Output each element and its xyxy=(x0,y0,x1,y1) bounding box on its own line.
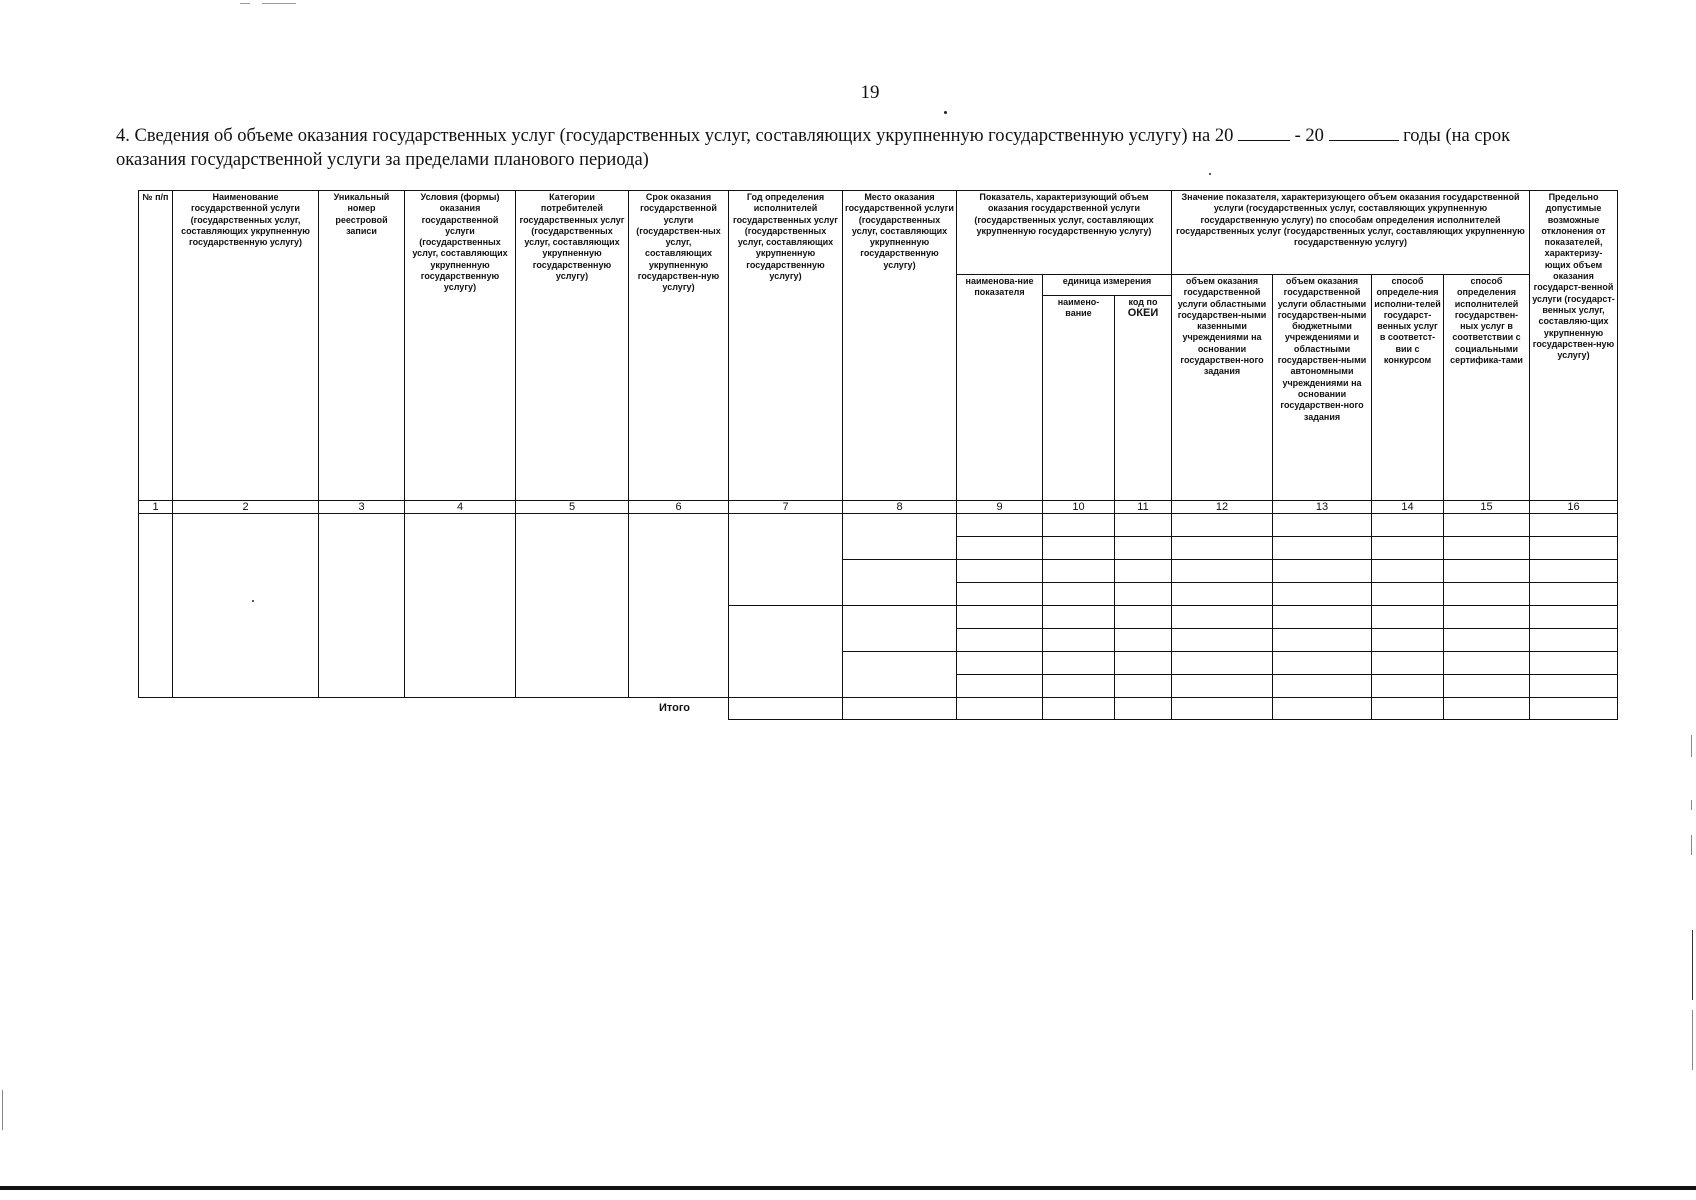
table-cell[interactable] xyxy=(1530,537,1618,560)
column-number: 15 xyxy=(1444,501,1530,514)
table-cell[interactable] xyxy=(1115,537,1172,560)
column-number: 16 xyxy=(1530,501,1618,514)
table-cell[interactable] xyxy=(1372,560,1444,583)
header-indicator-group: Показатель, характеризующий объем оказания государственной услуги (государственных услуг, составляющих укрупненную государственную услугу) xyxy=(957,191,1172,275)
okei-label: ОКЕИ xyxy=(1127,307,1159,320)
table-cell[interactable] xyxy=(1273,606,1372,629)
header-unit-group: единица измерения xyxy=(1043,275,1172,296)
table-cell[interactable] xyxy=(1172,583,1273,606)
total-cell[interactable] xyxy=(1115,698,1172,720)
table-cell[interactable] xyxy=(1115,652,1172,675)
table-cell[interactable] xyxy=(957,606,1043,629)
table-cell[interactable] xyxy=(843,560,957,606)
scan-margin-mark xyxy=(2,1090,3,1130)
table-cell[interactable] xyxy=(1273,583,1372,606)
total-cell[interactable] xyxy=(1372,698,1444,720)
table-cell[interactable] xyxy=(1372,514,1444,537)
total-cell[interactable] xyxy=(1043,698,1115,720)
table-cell[interactable] xyxy=(629,514,729,698)
table-cell[interactable] xyxy=(957,652,1043,675)
header-col-14: способ определе-ния исполни-телей государст-венных услуг в соответст-вии с конкурсом xyxy=(1372,275,1444,501)
scan-margin-mark xyxy=(1691,800,1692,810)
table-cell[interactable] xyxy=(1273,514,1372,537)
section-heading xyxy=(116,124,1646,172)
speck xyxy=(944,111,947,114)
scan-margin-mark xyxy=(1691,735,1692,757)
column-number: 14 xyxy=(1372,501,1444,514)
table-cell[interactable] xyxy=(1530,652,1618,675)
column-number: 7 xyxy=(729,501,843,514)
column-number-row xyxy=(139,501,1618,514)
table-cell[interactable] xyxy=(1043,652,1115,675)
scan-speck xyxy=(262,3,296,4)
header-col-7: Год определения исполнителей государственных услуг (государственных услуг, составляющих укрупненную государственную услугу) xyxy=(729,191,843,501)
table-cell[interactable] xyxy=(319,514,405,698)
table-cell[interactable] xyxy=(1530,675,1618,698)
table-cell[interactable] xyxy=(843,514,957,560)
table-cell[interactable] xyxy=(173,514,319,698)
heading-text-1: 4. Сведения об объеме оказания государственных услуг (государственных услуг, составляющих укрупненную государственную услугу) на 20 xyxy=(116,126,1234,146)
column-number: 1 xyxy=(139,501,173,514)
table-cell[interactable] xyxy=(1273,629,1372,652)
scan-speck xyxy=(240,3,250,4)
table-cell[interactable] xyxy=(1372,629,1444,652)
column-number: 6 xyxy=(629,501,729,514)
table-cell[interactable] xyxy=(1444,629,1530,652)
scan-margin-mark xyxy=(1692,1010,1693,1070)
scan-margin-mark xyxy=(1692,930,1693,1000)
table-cell[interactable] xyxy=(1115,675,1172,698)
table-cell[interactable] xyxy=(1172,514,1273,537)
header-col-8: Место оказания государственной услуги (государственных услуг, составляющих укрупненную государственную услугу) xyxy=(843,191,957,501)
table-cell[interactable] xyxy=(729,514,843,606)
table-cell[interactable] xyxy=(139,514,173,698)
table-cell[interactable] xyxy=(1172,537,1273,560)
header-col-13: объем оказания государственной услуги областными государствен-ными бюджетными учреждениями и областными государствен-ными автономными учреждениями на основании государствен-ного задания xyxy=(1273,275,1372,501)
table-cell[interactable] xyxy=(1172,629,1273,652)
table-cell[interactable] xyxy=(1273,537,1372,560)
table-cell[interactable] xyxy=(1273,560,1372,583)
table-cell[interactable] xyxy=(957,514,1043,537)
column-number: 5 xyxy=(516,501,629,514)
table-cell[interactable] xyxy=(1372,675,1444,698)
column-number: 9 xyxy=(957,501,1043,514)
table-cell[interactable] xyxy=(1372,583,1444,606)
header-col-3: Уникальный номер реестровой записи xyxy=(319,191,405,501)
table-cell[interactable] xyxy=(957,560,1043,583)
column-number: 10 xyxy=(1043,501,1115,514)
column-number: 12 xyxy=(1172,501,1273,514)
table-cell[interactable] xyxy=(1172,652,1273,675)
table-cell[interactable] xyxy=(957,629,1043,652)
total-label: Итого xyxy=(658,702,690,715)
column-number: 8 xyxy=(843,501,957,514)
table-cell[interactable] xyxy=(1372,606,1444,629)
table-cell[interactable] xyxy=(1444,514,1530,537)
column-number: 2 xyxy=(173,501,319,514)
column-number: 11 xyxy=(1115,501,1172,514)
year-blank-1[interactable] xyxy=(1238,125,1290,141)
column-number: 3 xyxy=(319,501,405,514)
table-cell[interactable] xyxy=(516,514,629,698)
header-col-1: № п/п xyxy=(139,191,173,501)
table-cell[interactable] xyxy=(1444,537,1530,560)
table-cell[interactable] xyxy=(729,606,843,698)
table-cell[interactable] xyxy=(957,675,1043,698)
speck xyxy=(1209,173,1211,175)
total-cell[interactable] xyxy=(1273,698,1372,720)
table-cell[interactable] xyxy=(1444,675,1530,698)
header-col-9: наименова-ние показателя xyxy=(957,275,1043,501)
table-cell[interactable] xyxy=(1444,606,1530,629)
table-cell[interactable] xyxy=(1530,606,1618,629)
table-cell[interactable] xyxy=(1043,629,1115,652)
heading-text-3: годы (на срок xyxy=(1403,126,1511,146)
table-row xyxy=(139,514,1618,537)
table-cell[interactable] xyxy=(1172,675,1273,698)
header-col-5: Категории потребителей государственных услуг (государственных услуг, составляющих укрупненную государственную услугу) xyxy=(516,191,629,501)
total-cell[interactable] xyxy=(1530,698,1618,720)
table-cell[interactable] xyxy=(1444,583,1530,606)
year-blank-2[interactable] xyxy=(1329,125,1399,141)
table-cell[interactable] xyxy=(957,583,1043,606)
table-cell[interactable] xyxy=(843,652,957,698)
total-cell[interactable] xyxy=(729,698,843,720)
page-number: 19 xyxy=(860,82,880,103)
column-number: 4 xyxy=(405,501,516,514)
table-cell[interactable] xyxy=(1043,606,1115,629)
table-cell[interactable] xyxy=(1115,514,1172,537)
table-cell[interactable] xyxy=(1530,560,1618,583)
table-cell[interactable] xyxy=(843,606,957,652)
table-cell[interactable] xyxy=(1530,514,1618,537)
table-cell[interactable] xyxy=(1115,629,1172,652)
table-cell[interactable] xyxy=(1273,652,1372,675)
header-col-4: Условия (формы) оказания государственной услуги (государственных услуг, составляющих укрупненную государственную услугу) xyxy=(405,191,516,501)
table-cell[interactable] xyxy=(1115,606,1172,629)
header-col-12: объем оказания государственной услуги областными государствен-ными казенными учреждениями на основании государствен-ного задания xyxy=(1172,275,1273,501)
table-cell[interactable] xyxy=(1172,560,1273,583)
scan-bottom-edge xyxy=(0,1186,1696,1190)
table-cell[interactable] xyxy=(957,537,1043,560)
total-cell[interactable] xyxy=(957,698,1043,720)
table-cell[interactable] xyxy=(1115,583,1172,606)
heading-text-2: - 20 xyxy=(1294,126,1324,146)
header-col-15: способ определения исполнителей государствен-ных услуг в соответствии с социальными сертифика-тами xyxy=(1444,275,1530,501)
header-col-6: Срок оказания государственной услуги (государствен-ных услуг, составляющих укрупненную государствен-ную услугу) xyxy=(629,191,729,501)
table-cell[interactable] xyxy=(1372,537,1444,560)
heading-text-4: оказания государственной услуги за пределами планового периода) xyxy=(116,150,649,170)
total-cell[interactable] xyxy=(1172,698,1273,720)
header-value-group: Значение показателя, характеризующего объем оказания государственной услуги (государственных услуг, составляющих укрупненную государственную услугу) по способам определения исполнителей государственных услуг (государственных услуг, составляющих укрупненную государственную услугу) xyxy=(1172,191,1530,275)
table-cell[interactable] xyxy=(1115,560,1172,583)
table-cell[interactable] xyxy=(1043,675,1115,698)
column-number: 13 xyxy=(1273,501,1372,514)
table-cell[interactable] xyxy=(1043,583,1115,606)
table-cell[interactable] xyxy=(1273,675,1372,698)
table-cell[interactable] xyxy=(1444,560,1530,583)
table-cell[interactable] xyxy=(1043,514,1115,537)
total-cell[interactable] xyxy=(1444,698,1530,720)
header-col-16: Предельно допустимые возможные отклонения от показателей, характеризу-ющих объем оказания государст-венной услуги (государст-венных услуг, составляю-щих укрупненную государствен-ную услугу) xyxy=(1530,191,1618,501)
okei-prefix: код по xyxy=(1128,297,1158,307)
service-volume-table xyxy=(138,190,1618,720)
header-col-11 xyxy=(1115,296,1172,501)
header-col-2: Наименование государственной услуги (государственных услуг, составляющих укрупненную государственную услугу) xyxy=(173,191,319,501)
table-cell[interactable] xyxy=(1043,537,1115,560)
scan-margin-mark xyxy=(1691,835,1692,855)
total-row xyxy=(139,698,1618,720)
table-cell[interactable] xyxy=(1530,629,1618,652)
table-cell[interactable] xyxy=(1444,652,1530,675)
table-cell[interactable] xyxy=(1372,652,1444,675)
table-cell[interactable] xyxy=(405,514,516,698)
total-cell[interactable] xyxy=(843,698,957,720)
header-col-10: наимено-вание xyxy=(1043,296,1115,501)
table-cell[interactable] xyxy=(1172,606,1273,629)
table-cell[interactable] xyxy=(1530,583,1618,606)
table-cell[interactable] xyxy=(1043,560,1115,583)
